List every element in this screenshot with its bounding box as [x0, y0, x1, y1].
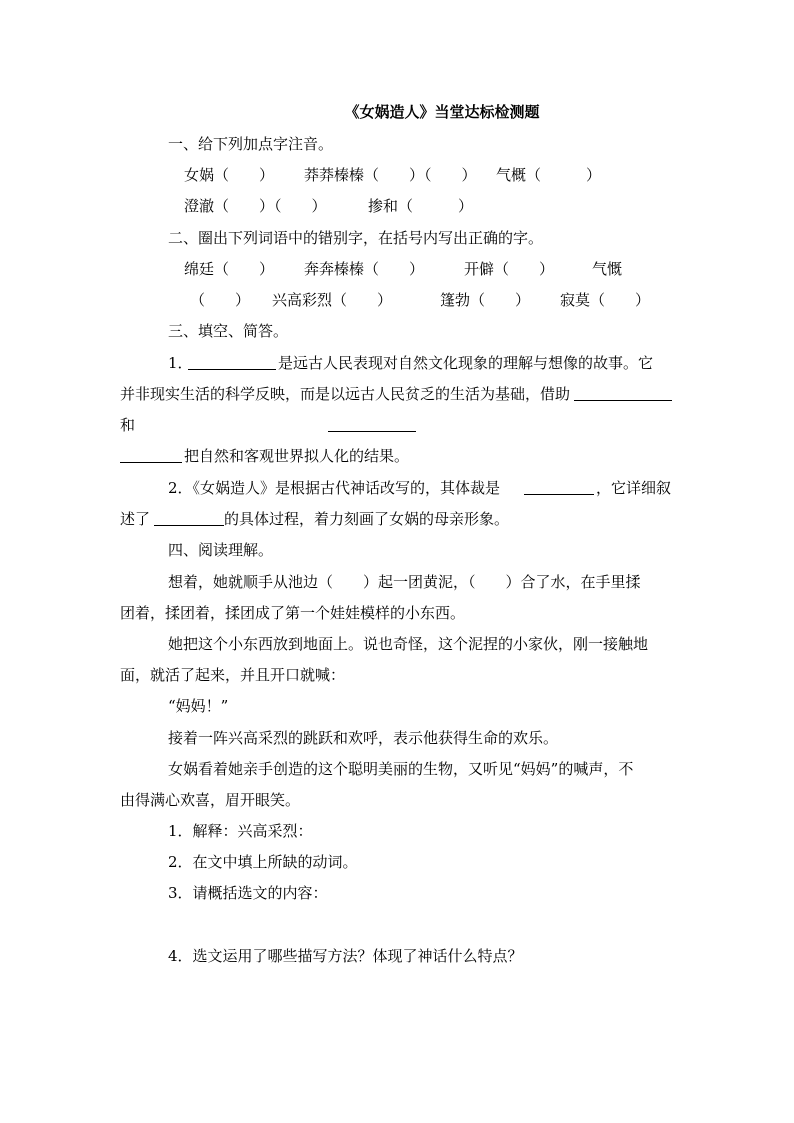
answer-blank[interactable]	[328, 431, 416, 432]
reading-passage: 接着一阵兴高采烈的跳跃和欢呼，表示他获得生命的欢乐。	[168, 729, 559, 747]
question-number: 1．	[168, 354, 193, 372]
question-text: 并非现实生活的科学反映，而是以远古人民贫乏的生活为基础，借助	[120, 385, 571, 403]
question-text: 和	[120, 416, 136, 434]
pinyin-item: 澄澈（ ）（ ）	[184, 197, 327, 215]
typo-item: 绵廷（ ）	[184, 260, 275, 278]
section3-heading: 三、填空、简答。	[168, 322, 289, 340]
section4-heading: 四、阅读理解。	[168, 541, 274, 559]
pinyin-item: 气概（ ）	[496, 166, 602, 184]
typo-item: 兴高彩烈（ ）	[272, 291, 393, 309]
answer-blank[interactable]	[574, 400, 672, 401]
reading-passage: 女娲看着她亲手创造的这个聪明美丽的生物，又听见“妈妈”的喊声，不	[168, 760, 634, 778]
reading-passage: “妈妈！”	[168, 697, 229, 715]
question-text: 的具体过程，着力刻画了女娲的母亲形象。	[224, 510, 510, 528]
question-text: 2．《女娲造人》是根据古代神话改写的，其体裁是	[168, 479, 501, 497]
pinyin-item: 掺和（ ）	[368, 197, 474, 215]
typo-item: 奔奔榛榛（ ）	[304, 260, 425, 278]
reading-passage: 团着，揉团着，揉团成了第一个娃娃模样的小东西。	[120, 604, 466, 622]
reading-question: 3．请概括选文的内容：	[168, 884, 328, 902]
typo-item: 开僻（ ）	[464, 260, 555, 278]
reading-passage: 想着，她就顺手从池边（ ）起一团黄泥，（ ）合了水，在手里揉	[168, 573, 641, 591]
answer-blank[interactable]	[120, 462, 182, 463]
reading-question: 4．选文运用了哪些描写方法？体现了神话什么特点？	[168, 947, 523, 965]
reading-passage: 她把这个小东西放到地面上。说也奇怪，这个泥捏的小家伙，刚一接触地	[168, 635, 649, 653]
typo-item: 气慨	[592, 260, 623, 278]
answer-blank[interactable]	[524, 494, 594, 495]
pinyin-item: 女娲（ ）	[184, 166, 275, 184]
question-text: 是远古人民表现对自然文化现象的理解与想像的故事。它	[278, 354, 654, 372]
section1-heading: 一、给下列加点字注音。	[168, 135, 334, 153]
typo-item: （ ）	[190, 291, 251, 309]
reading-passage: 由得满心欢喜，眉开眼笑。	[120, 791, 301, 809]
answer-blank[interactable]	[188, 369, 276, 370]
typo-item: 篷勃（ ）	[440, 291, 531, 309]
typo-item: 寂莫（ ）	[560, 291, 651, 309]
reading-question: 2．在文中填上所缺的动词。	[168, 853, 358, 871]
question-text: 把自然和客观世界拟人化的结果。	[184, 447, 410, 465]
answer-blank[interactable]	[154, 525, 224, 526]
page-title: 《女娲造人》当堂达标检测题	[344, 103, 540, 121]
reading-passage: 面，就活了起来，并且开口就喊：	[120, 666, 346, 684]
question-text: ，它详细叙	[596, 479, 672, 497]
reading-question: 1．解释：兴高采烈：	[168, 822, 313, 840]
section2-heading: 二、圈出下列词语中的错别字，在括号内写出正确的字。	[168, 229, 544, 247]
pinyin-item: 莽莽榛榛（ ）（ ）	[304, 166, 477, 184]
question-text: 述了	[120, 510, 151, 528]
